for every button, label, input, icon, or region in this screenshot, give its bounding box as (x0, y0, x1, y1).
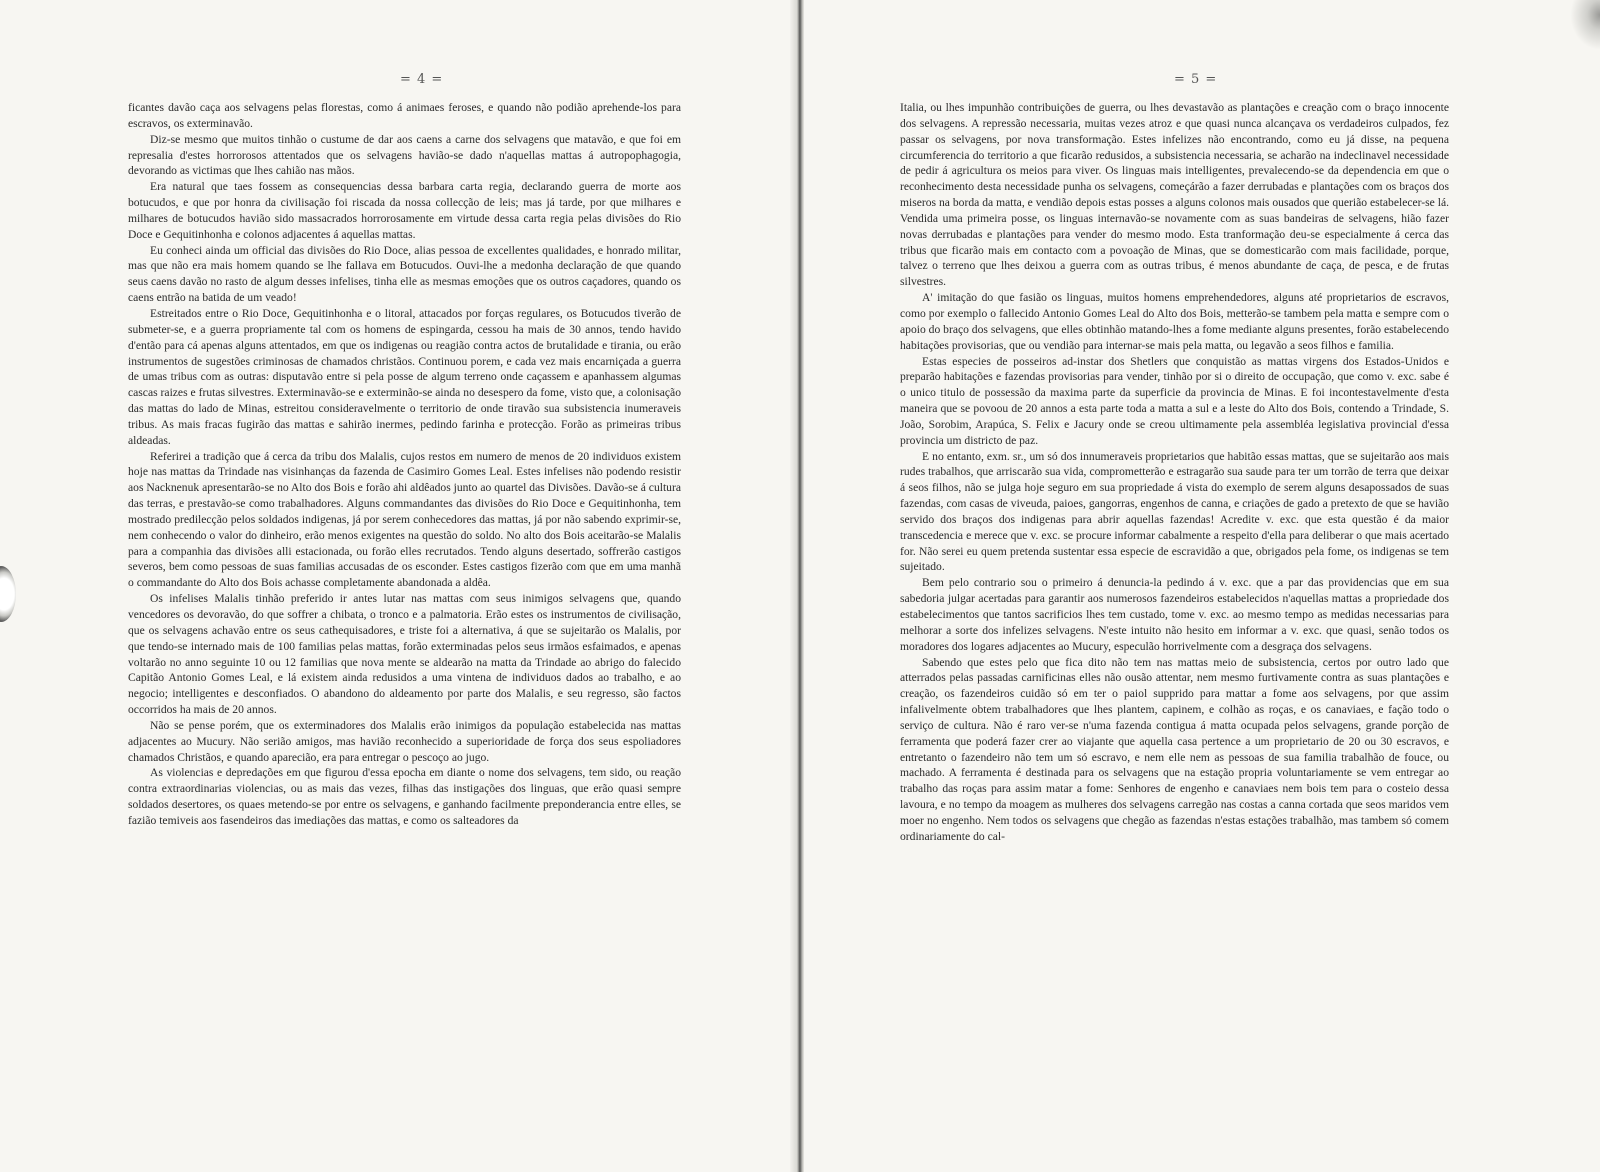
paragraph: ficantes davão caça aos selvagens pelas florestas, como á animaes feroses, e quando não podião aprehende-los para escravos, os exterminavão. (128, 101, 681, 130)
paragraph: Sabendo que estes pelo que fica dito não tem nas mattas meio de subsistencia, certos por outro lado que atterrados pelas passadas carnificinas elles não ousão attentar, nem mesmo furtivamente contra as suas plantações e creação, os fazendeiros cuidão só em ter o paiol supprido para mattar a fome aos selvagens, por que assim infalivelmente obtem trabalhadores que lhes plantem, capinem, e colhão as roças, e os canaviaes, e fação todo o serviço de cultura. Não é raro ver-se n'uma fazenda contigua á matta ocupada pelos selvagens, grande porção de ferramenta que poderá fazer crer ao viajante que aquella casa pertence a um proprietario de 20 ou 30 escravos, e entretanto o fazendeiro não tem um só escravo, e nem elle nem as pessoas de sua familia trabalhão de fouce, ou machado. A ferramenta é destinada para os selvagens que na estação propria voluntariamente se vem entregar ao trabalho das roças para assim matar a fome: Senhores de engenho e canaviaes nem bois tem para o costeio dessa lavoura, e no tempo da moagem as mulheres dos selvagens carregão nas costas a canna cortada que seos maridos vem moer no engenho. Nem todos os selvagens que chegão as fazendas n'estas estações trabalhão, mas tambem só comem ordinariamente do cal- (900, 655, 1449, 843)
left-text-column (128, 100, 681, 829)
paragraph: Referirei a tradição que á cerca da tribu dos Malalis, cujos restos em numero de menos de 20 individuos existem hoje nas mattas da Trindade nas visinhanças da fazenda de Casimiro Gomes Leal. Estes infelises não podendo resistir aos Nacknenuk apresentarão-se no Alto dos Bois e forão ahi aldêados junto ao quartel das Divisões. Davão-se á cultura das terras, e prestavão-se como trabalhadores. Alguns commandantes das divisões do Rio Doce e Gequitinhonha, tem mostrado predilecção pelos soldados indigenas, já por serem conhecedores das mattas, já por não sabendo exprimir-se, nem conhecendo o valor do dinheiro, erão menos exigentes na questão do soldo. No alto dos Bois aceitarão-se Malalis para a companhia das divisões alli estacionada, ou forão elles recrutados. Tendo alguns desertado, soffrerão castigos severos, bem como pessoas de suas familias accusadas de os esconder. Estes castigos fizerão com que em uma manhã o commandante do Alto dos Bois achasse completamente abandonada a aldêa. (128, 449, 681, 590)
binding-hole (0, 566, 16, 622)
paragraph: As violencias e depredações em que figurou d'essa epocha em diante o nome dos selvagens, tem sido, ou reação contra extraordinarias violencias, ou as mais das vezes, filhas das instigações dos linguas, que erão quasi sempre soldados desertores, os quaes metendo-se por entre os selvagens, e ganhando facilmente preponderancia entre elles, se fazião temiveis aos fasendeiros das imediações das mattas, e como os salteadores da (128, 766, 681, 827)
paragraph: Os infelises Malalis tinhão preferido ir antes lutar nas mattas com seus inimigos selvagens que, quando vencedores os devoravão, do que soffrer a chibata, o tronco e a palmatoria. Erão estes os instrumentos de civilisação, que os selvagens achavão entre os seus cathequisadores, e triste foi a alternativa, á que se sujeitarão os Malalis, por que tendo-se internado mais de 100 familias pelas mattas, forão exterminadas pelos seus irmãos esfaimados, e apenas voltarão no anno seguinte 10 ou 12 familias que nova mente se aldearão na matta da Trindade ao abrigo do falecido Capitão Antonio Gomes Leal, e lá existem ainda redusidos a uma vintena de individuos dados ao trabalho, e ao negocio; intelligentes e desconfiados. O abandono do aldeamento por parte dos Malalis, e seu regresso, são factos occorridos ha mais de 20 annos. (128, 592, 681, 717)
paragraph: Estas especies de posseiros ad-instar dos Shetlers que conquistão as mattas virgens dos Estados-Unidos e preparão habitações e fazendas provisorias para vender, tinhão por si o direito de occupação, que como v. exc. sabe é o unico titulo de possessão da maxima parte da superficie da provincia de Minas. E foi incontestavelmente d'esta maneira que se povoou de 20 annos a esta parte toda a matta a sul e a leste do Alto dos Bois, contendo a Trindade, S. João, Sorobim, Arapúca, S. Felix e Jacury onde se creou ultimamente pela assembléa legislativa provincial d'essa provincia um districto de paz. (900, 354, 1449, 447)
right-text-column (900, 100, 1449, 845)
left-page (0, 0, 796, 1172)
corner-smudge (1570, 0, 1600, 50)
paragraph: A' imitação do que fasião os linguas, muitos homens emprehendedores, alguns até proprietarios de escravos, como por exemplo o fallecido Antonio Gomes Leal do Alto dos Bois, metterão-se tambem pela matta e sempre com o apoio do braço dos selvagens, que elles obtinhão matando-lhes a fome mediante alguns presentes, forão estabelecendo habitações provisorias, que ou vendião para internar-se mais pela matta, ou legavão a seos filhos e familia. (900, 291, 1449, 352)
right-page (804, 0, 1600, 1172)
paragraph: Não se pense porém, que os exterminadores dos Malalis erão inimigos da população estabelecida nas mattas adjacentes ao Mucury. Não serião amigos, mas havião reconhecido a superioridade de força dos seus espoliadores chamados Christãos, e quando aparecião, era para entregar o pescoço ao jugo. (128, 718, 681, 764)
paragraph: Estreitados entre o Rio Doce, Gequitinhonha e o litoral, attacados por forças regulares, os Botucudos tiverão de submeter-se, e a guerra propriamente tal com os homens de espingarda, cessou ha mais de 30 annos, tendo havido d'então para cá apenas alguns attentados, em que os indigenas ou reagião contra actos de brutalidade e tirania, ou erão instrumentos de sugestões criminosas de chamados christãos. Continuou porem, e cada vez mais encarniçada a guerra de umas tribus com as outras: disputavão entre si pela posse de algum terreno onde caçassem e apanhassem algumas cascas raizes e frutas silvestres. Exterminavão-se e exterminão-se ainda no desespero da fome, visto que, a colonisação das mattas do lado de Minas, estreitou consideravelmente o territorio de onde tiravão sua subsistencia inumeraveis tribus. As mais fracas fugirão das mattas e sahirão inermes, pedindo farinha e protecção. Forão as primeiras tribus aldeadas. (128, 306, 681, 447)
page-number: = 5 = (1174, 72, 1218, 87)
paragraph: Bem pelo contrario sou o primeiro á denuncia-la pedindo á v. exc. que a par das providencias que em sua sabedoria julgar acertadas para garantir aos numerosos fazendeiros estabelecidos n'aquellas mattas a propriedade dos estabelecimentos que tantos sacrificios lhes tem custado, tome v. exc. ao mesmo tempo as medidas necessarias para melhorar a sorte dos infelizes selvagens. N'este intuito não hesito em informar a v. exc. que quasi, senão todos os moradores dos logares adjacentes ao Mucury, especulão horrivelmente com a desgraça dos selvagens. (900, 576, 1449, 653)
paragraph: Eu conheci ainda um official das divisões do Rio Doce, alias pessoa de excellentes qualidades, e honrado militar, mas que não era mais homem quando se lhe fallava em Botucudos. Ouvi-lhe a medonha declaração de que quando seus caens davão no rasto de algum desses infelises, tinha elle as mesmas emoções que os outros caçadores, quando os caens entrão na batida de um veado! (128, 243, 681, 305)
paragraph: Era natural que taes fossem as consequencias dessa barbara carta regia, declarando guerra de morte aos botucudos, e que por honra da civilisação foi riscada da nossa collecção de leis; mas já tarde, por que milhares e milhares de botucudos havião sido massacrados horrorosamente em virtude dessa carta regia pelas divisões do Rio Doce e Gequitinhonha e colonos adjacentes á aquellas mattas. (128, 180, 681, 241)
page-number: = 4 = (400, 72, 444, 87)
paragraph: E no entanto, exm. sr., um só dos innumeraveis proprietarios que habitão essas mattas, que se sujeitarão aos mais rudes trabalhos, que arriscarão sua vida, comprometterão e estragarão sua saude para ter um torrão de terra que deixar á seos filhos, não se julga hoje seguro em sua propriedade á vista do exemplo de serem alguns desapossados de suas fazendas, com casas de viveuda, paioes, gangorras, engenhos de canna, e criações de gado a pretexto de que se havião servido dos braços dos indigenas para abrir aquellas fazendas! Acredite v. exc. que esta questão é da maior transcedencia e merece que v. exc. se procure informar cabalmente a respeito d'ella para deliberar o que mais acertado for. Não serei eu quem pretenda sustentar essa especie de escravidão a que, obrigados pela fome, os indigenas se tem sujeitado. (900, 449, 1449, 574)
paragraph: Diz-se mesmo que muitos tinhão o custume de dar aos caens a carne dos selvagens que matavão, e que foi em represalia d'estes horrorosos attentados que os selvagens havião-se dado n'aquellas mattas á autropophagogia, devorando as victimas que lhes cahião nas mãos. (128, 132, 681, 178)
paragraph: Italia, ou lhes impunhão contribuições de guerra, ou lhes devastavão as plantações e creação com o braço innocente dos selvagens. A repressão necessaria, muitas vezes atroz e que quasi nunca alcançava os verdadeiros culpados, fez passar os selvagens, por nova transformação. Estes infelizes não encontrando, como eu já disse, na pequena circumferencia do territorio a que ficarão redusidos, a subsistencia necessaria, se acharão na indeclinavel necessidade de pedir á agricultura os meios para viver. Os linguas mais intelligentes, prevalecendo-se da dependencia em que o reconhecimento desta necessidade punha os selvagens, começárão a fazer derrubadas e plantações com os braços dos miseros na borda da matta, e vendião depois estas posses a alguns colonos mais ousados que querião estabelecer-se lá. Vendida uma primeira posse, os linguas internavão-se novamente com as suas bandeiras de selvagens, hião fazer novas derrubadas e plantações para vender do mesmo modo. Esta tranformação deu-se especialmente á cerca das tribus que ficarão mais em contacto com a povoação de Minas, que se domesticarão com mais facilidade, porque, talvez o terreno que lhes deixou a guerra com as outras tribus, é menos abundante de caça, de pesca, e de frutas silvestres. (900, 101, 1449, 289)
